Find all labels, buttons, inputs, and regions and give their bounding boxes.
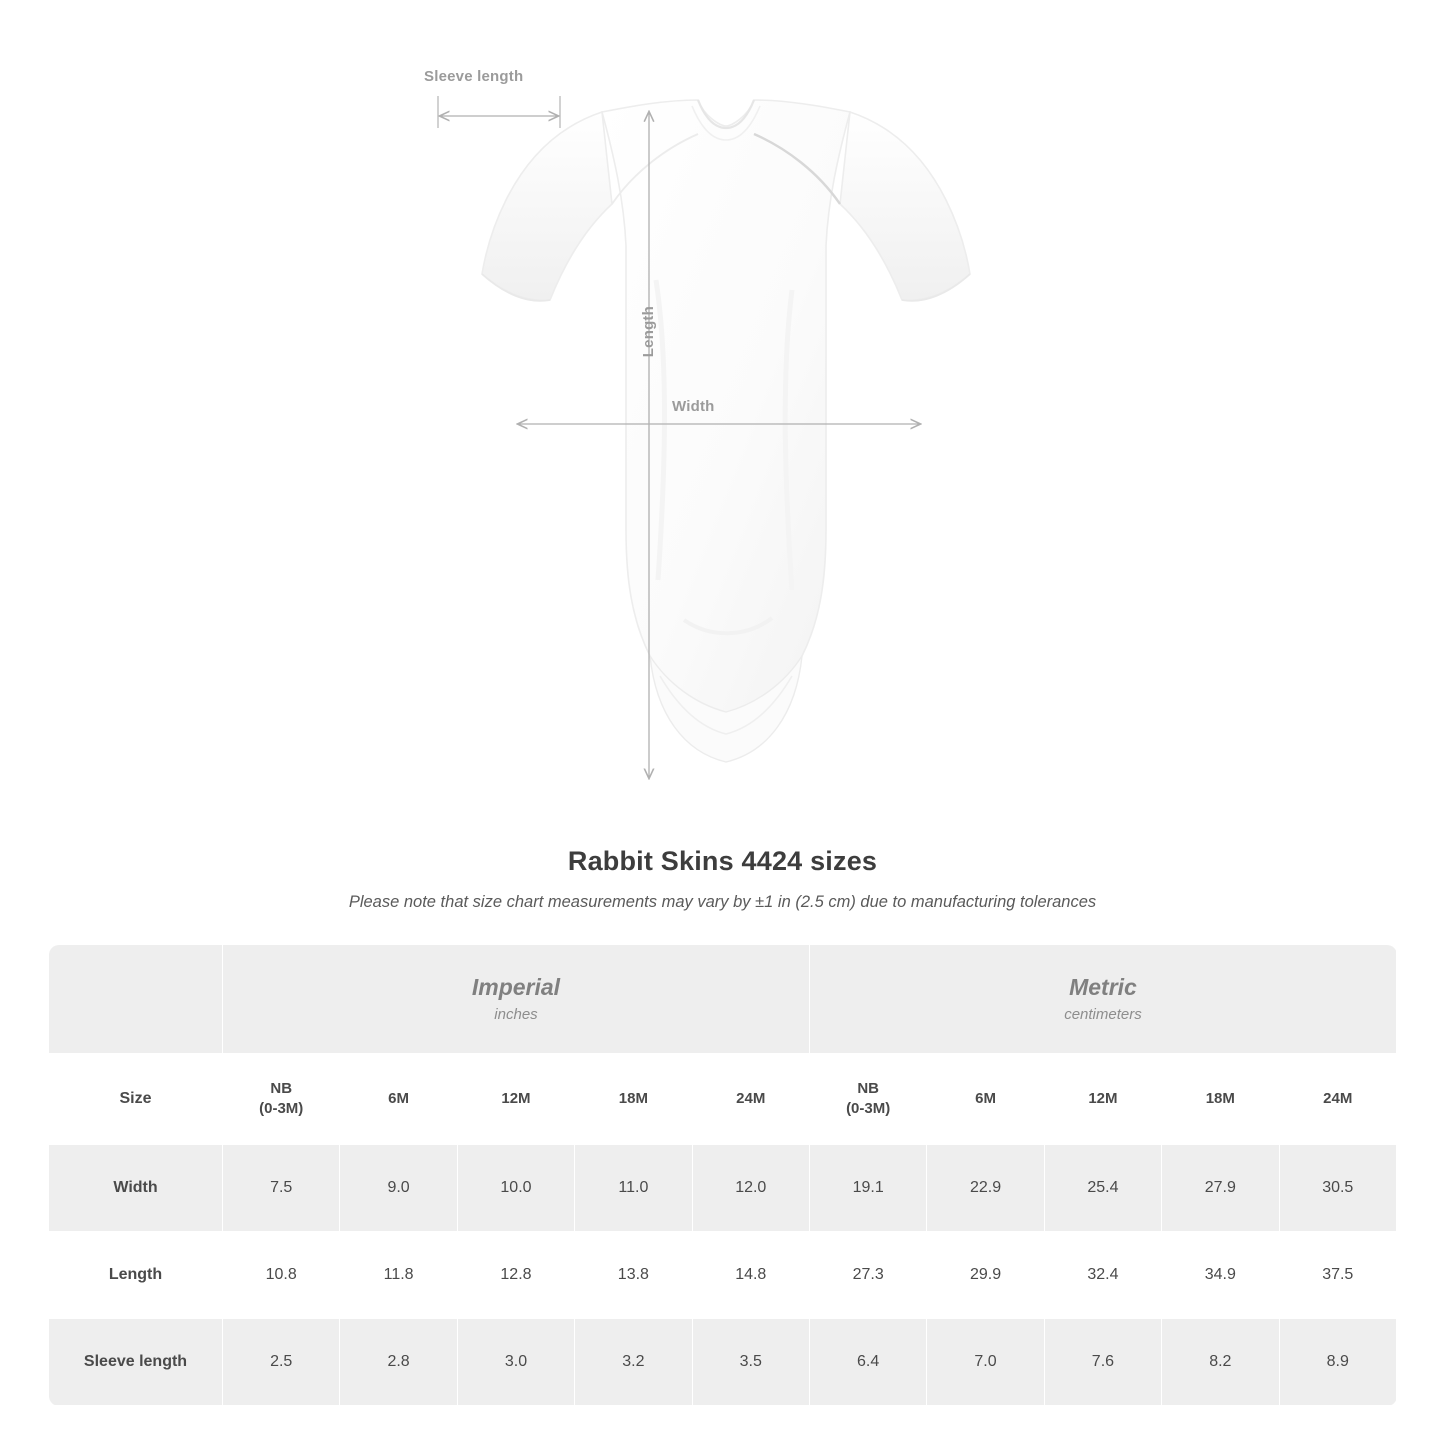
cell-width-0: 7.5 — [223, 1145, 340, 1232]
length-label: Length — [640, 306, 657, 358]
header-col-7 — [1044, 1054, 1161, 1145]
row-label-sleeve-length: Sleeve length — [49, 1319, 223, 1406]
cell-length-4: 14.8 — [692, 1232, 809, 1319]
header-col-2 — [457, 1054, 574, 1145]
header-col-5-line1: NB — [857, 1079, 879, 1097]
cell-length-6: 29.9 — [927, 1232, 1044, 1319]
cell-width-6: 22.9 — [927, 1145, 1044, 1232]
unit-group-metric — [809, 945, 1396, 1054]
cell-width-4: 12.0 — [692, 1145, 809, 1232]
cell-length-5: 27.3 — [809, 1232, 926, 1319]
imperial-sub: inches — [494, 1006, 538, 1024]
title-block — [0, 846, 1445, 912]
cell-width-9: 30.5 — [1279, 1145, 1396, 1232]
header-col-6-line1: 6M — [975, 1089, 996, 1107]
row-label-length: Length — [49, 1232, 223, 1319]
cell-width-2: 10.0 — [457, 1145, 574, 1232]
cell-sleeve-7: 7.6 — [1044, 1319, 1161, 1406]
metric-name: Metric — [1069, 973, 1137, 1000]
column-header-row — [49, 1054, 1397, 1145]
cell-length-9: 37.5 — [1279, 1232, 1396, 1319]
cell-length-7: 32.4 — [1044, 1232, 1161, 1319]
header-col-3-line1: 18M — [618, 1089, 648, 1107]
header-col-9-line1: 24M — [1323, 1089, 1353, 1107]
unit-group-imperial — [223, 945, 810, 1054]
cell-sleeve-6: 7.0 — [927, 1319, 1044, 1406]
header-col-3 — [575, 1054, 692, 1145]
header-col-0 — [223, 1054, 340, 1145]
header-col-8-line1: 18M — [1205, 1089, 1235, 1107]
cell-width-8: 27.9 — [1162, 1145, 1279, 1232]
header-col-8 — [1162, 1054, 1279, 1145]
cell-length-0: 10.8 — [223, 1232, 340, 1319]
header-col-2-line1: 12M — [501, 1089, 531, 1107]
table-row — [49, 1145, 1397, 1232]
header-col-1-line1: 6M — [388, 1089, 409, 1107]
tolerance-note: Please note that size chart measurements may vary by ±1 in (2.5 cm) due to manufacturing tolerances — [348, 893, 1097, 911]
row-label-width: Width — [49, 1145, 223, 1232]
header-col-5-line2: (0-3M) — [846, 1100, 891, 1117]
table-row — [49, 1319, 1397, 1406]
cell-length-1: 11.8 — [340, 1232, 457, 1319]
header-col-7-line1: 12M — [1088, 1089, 1118, 1107]
page-title: Rabbit Skins 4424 sizes — [567, 846, 878, 876]
cell-length-3: 13.8 — [575, 1232, 692, 1319]
cell-sleeve-3: 3.2 — [575, 1319, 692, 1406]
header-col-9 — [1279, 1054, 1396, 1145]
header-col-0-line1: NB — [270, 1079, 293, 1097]
width-label: Width — [672, 398, 715, 415]
cell-sleeve-9: 8.9 — [1279, 1319, 1396, 1406]
cell-width-7: 25.4 — [1044, 1145, 1161, 1232]
unit-group-row — [49, 945, 1397, 1054]
sleeve-length-label: Sleeve length — [424, 68, 524, 85]
imperial-name: Imperial — [471, 973, 561, 1000]
header-col-6 — [927, 1054, 1044, 1145]
header-col-4-line1: 24M — [736, 1089, 766, 1107]
cell-length-2: 12.8 — [457, 1232, 574, 1319]
header-size: Size — [49, 1054, 223, 1145]
header-col-1 — [340, 1054, 457, 1145]
header-col-4 — [692, 1054, 809, 1145]
cell-width-3: 11.0 — [575, 1145, 692, 1232]
size-table — [48, 944, 1397, 1406]
cell-sleeve-4: 3.5 — [692, 1319, 809, 1406]
cell-sleeve-1: 2.8 — [340, 1319, 457, 1406]
cell-width-5: 19.1 — [809, 1145, 926, 1232]
size-table-wrapper — [48, 944, 1397, 1406]
cell-length-8: 34.9 — [1162, 1232, 1279, 1319]
header-col-0-line2: (0-3M) — [259, 1100, 304, 1117]
cell-sleeve-8: 8.2 — [1162, 1319, 1279, 1406]
unit-blank-cell — [49, 945, 223, 1054]
cell-width-1: 9.0 — [340, 1145, 457, 1232]
metric-sub: centimeters — [1064, 1006, 1142, 1024]
cell-sleeve-0: 2.5 — [223, 1319, 340, 1406]
cell-sleeve-2: 3.0 — [457, 1319, 574, 1406]
cell-sleeve-5: 6.4 — [809, 1319, 926, 1406]
header-col-5 — [809, 1054, 926, 1145]
table-row — [49, 1232, 1397, 1319]
